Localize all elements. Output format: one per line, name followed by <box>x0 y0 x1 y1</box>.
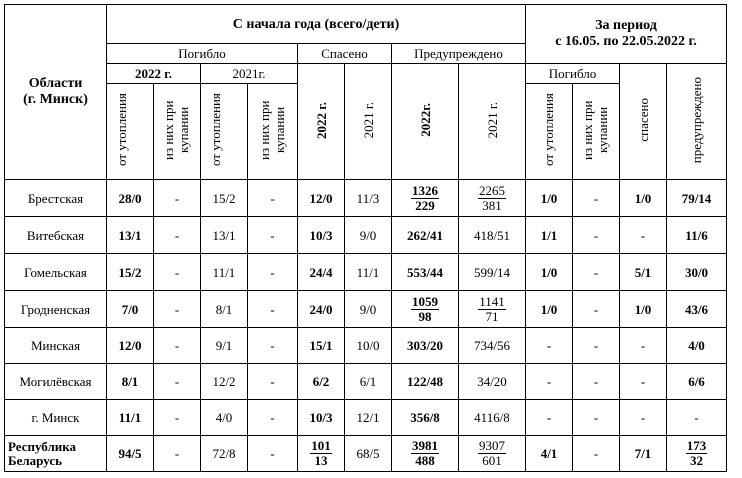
total-saved-2021: 68/5 <box>345 436 392 472</box>
period-prevented-header <box>667 64 727 180</box>
saved-2022: 10/3 <box>298 400 345 436</box>
region-name: Минская <box>5 328 107 364</box>
saved-2021: 9/0 <box>345 291 392 328</box>
died-2021-swimming: - <box>248 364 298 400</box>
period-drowning: 1/0 <box>526 291 573 328</box>
died-2021-swimming: - <box>248 291 298 328</box>
period-drowning: 1/1 <box>526 217 573 254</box>
died-header: Погибло <box>107 44 298 64</box>
died-2022-swimming: - <box>154 217 201 254</box>
total-died-2022-swimming: - <box>154 436 201 472</box>
died-2021-swimming: - <box>248 217 298 254</box>
died-2022-drowning: 15/2 <box>107 254 154 291</box>
prevented-2021-total: 2265 <box>479 182 505 198</box>
died-2021-swimming: - <box>248 328 298 364</box>
prevented-2021: 4116/8 <box>459 400 526 436</box>
died-2022-drowning-label: от утопления <box>114 93 129 167</box>
period-prevented: 6/6 <box>667 364 727 400</box>
saved-2022: 10/3 <box>298 217 345 254</box>
died-2021-drowning: 9/1 <box>201 328 248 364</box>
prevented-2022: 553/44 <box>392 254 459 291</box>
drowning-statistics-table <box>4 4 727 472</box>
table-row <box>5 400 727 436</box>
saved-2022-label: 2022 г. <box>313 101 329 139</box>
period-saved: 5/1 <box>620 254 667 291</box>
region-name: Витебская <box>5 217 107 254</box>
regions-header-line1: Области <box>28 76 83 91</box>
period-saved: - <box>620 217 667 254</box>
table-row <box>5 254 727 291</box>
prevented-2021-children: 381 <box>482 197 502 213</box>
table-row <box>5 291 727 328</box>
ytd-header: С начала года (всего/дети) <box>107 5 526 44</box>
total-saved-2022-total: 101 <box>311 438 331 453</box>
period-header <box>526 5 727 64</box>
died-2021-swimming: - <box>248 254 298 291</box>
prevented-2021: 734/56 <box>459 328 526 364</box>
period-saved: - <box>620 364 667 400</box>
period-drowning-header <box>526 84 573 180</box>
total-prevented-2021-total: 9307 <box>479 438 505 453</box>
prevented-2022: 356/8 <box>392 400 459 436</box>
period-prevented: 30/0 <box>667 254 727 291</box>
period-header-line2: с 16.05. по 22.05.2022 г. <box>555 34 697 49</box>
region-name: Брестская <box>5 180 107 217</box>
period-swimming: - <box>573 364 620 400</box>
total-died-2021-drowning: 72/8 <box>201 436 248 472</box>
total-saved-2022 <box>298 436 345 472</box>
total-prevented-2022-children: 488 <box>415 453 435 468</box>
period-saved: 1/0 <box>620 291 667 328</box>
total-period-prevented <box>667 436 727 472</box>
total-prevented-2022-total: 3981 <box>412 438 438 453</box>
total-region-line2: Беларусь <box>8 452 62 468</box>
prevented-2022: 122/48 <box>392 364 459 400</box>
total-prevented-2021 <box>459 436 526 472</box>
region-name: г. Минск <box>5 400 107 436</box>
prevented-2022-total: 1326 <box>412 182 438 198</box>
died-2021-header: 2021г. <box>201 64 298 84</box>
table-row <box>5 217 727 254</box>
saved-2021: 9/0 <box>345 217 392 254</box>
period-swimming-label: из них при купании <box>580 100 610 160</box>
period-prevented: 11/6 <box>667 217 727 254</box>
prevented-2022 <box>392 291 459 328</box>
died-2022-swimming-header <box>154 84 201 180</box>
prevented-2021-header <box>459 64 526 180</box>
total-row <box>5 436 727 472</box>
prevented-2021: 599/14 <box>459 254 526 291</box>
period-swimming: - <box>573 328 620 364</box>
saved-2022: 24/4 <box>298 254 345 291</box>
died-2022-swimming: - <box>154 254 201 291</box>
saved-header: Спасено <box>298 44 392 64</box>
period-drowning: - <box>526 364 573 400</box>
saved-2022: 15/1 <box>298 328 345 364</box>
died-2021-swimming: - <box>248 180 298 217</box>
prevented-2022-children: 98 <box>418 308 432 324</box>
total-prevented-2021-children: 601 <box>482 453 502 468</box>
table-row <box>5 180 727 217</box>
died-2021-swimming-header <box>248 84 298 180</box>
period-saved: 1/0 <box>620 180 667 217</box>
period-drowning: 1/0 <box>526 180 573 217</box>
died-2021-drowning-header <box>201 84 248 180</box>
died-2022-swimming: - <box>154 328 201 364</box>
period-prevented: - <box>667 400 727 436</box>
died-2022-drowning: 28/0 <box>107 180 154 217</box>
died-2022-swimming-label: из них при купании <box>161 100 191 160</box>
period-swimming: - <box>573 254 620 291</box>
period-prevented: 43/6 <box>667 291 727 328</box>
total-period-prevented-children: 32 <box>690 453 703 468</box>
region-name: Гродненская <box>5 291 107 328</box>
saved-2021-label: 2021 г. <box>360 101 376 139</box>
period-swimming: - <box>573 400 620 436</box>
period-saved-header <box>620 64 667 180</box>
prevented-2022-total: 1059 <box>412 293 438 309</box>
saved-2021: 6/1 <box>345 364 392 400</box>
regions-header-line2: (г. Минск) <box>23 92 88 107</box>
total-region-name <box>5 436 107 472</box>
prevented-2021 <box>459 180 526 217</box>
period-saved-label: спасено <box>635 98 651 142</box>
prevented-header: Предупреждено <box>392 44 526 64</box>
died-2022-drowning: 7/0 <box>107 291 154 328</box>
died-2022-drowning: 12/0 <box>107 328 154 364</box>
period-swimming: - <box>573 291 620 328</box>
prevented-2021: 34/20 <box>459 364 526 400</box>
died-2021-swimming-label: из них при купании <box>256 100 287 160</box>
total-period-prevented-total: 173 <box>686 438 707 453</box>
prevented-2022-label: 2022г. <box>417 103 433 137</box>
period-drowning: 1/0 <box>526 254 573 291</box>
period-drowning: - <box>526 400 573 436</box>
died-2022-drowning: 13/1 <box>107 217 154 254</box>
period-saved: - <box>620 328 667 364</box>
period-drowning-label: от утопления <box>541 93 556 167</box>
died-2022-swimming: - <box>154 291 201 328</box>
saved-2021-header <box>345 64 392 180</box>
died-2021-drowning: 8/1 <box>201 291 248 328</box>
total-died-2021-swimming: - <box>248 436 298 472</box>
period-swimming: - <box>573 217 620 254</box>
prevented-2021-label: 2021 г. <box>484 101 500 139</box>
total-period-swimming: - <box>573 436 620 472</box>
period-swimming-header <box>573 84 620 180</box>
table-row <box>5 328 727 364</box>
died-2022-header: 2022 г. <box>107 64 201 84</box>
died-2022-drowning: 8/1 <box>107 364 154 400</box>
died-2021-drowning-label: от утопления <box>208 93 223 167</box>
period-header-line1: За период <box>595 18 657 33</box>
prevented-2021-total: 1141 <box>479 293 505 309</box>
died-2022-drowning: 11/1 <box>107 400 154 436</box>
died-2022-drowning-header <box>107 84 154 180</box>
prevented-2022-header <box>392 64 459 180</box>
saved-2022: 6/2 <box>298 364 345 400</box>
died-2022-swimming: - <box>154 180 201 217</box>
died-2021-drowning: 12/2 <box>201 364 248 400</box>
died-2022-swimming: - <box>154 364 201 400</box>
died-2021-drowning: 11/1 <box>201 254 248 291</box>
saved-2021: 11/3 <box>345 180 392 217</box>
prevented-2022: 303/20 <box>392 328 459 364</box>
period-saved: - <box>620 400 667 436</box>
region-name: Гомельская <box>5 254 107 291</box>
prevented-2022-children: 229 <box>415 197 435 213</box>
prevented-2021-children: 71 <box>485 308 499 324</box>
died-2021-drowning: 15/2 <box>201 180 248 217</box>
saved-2021: 10/0 <box>345 328 392 364</box>
period-swimming: - <box>573 180 620 217</box>
period-drowning: - <box>526 328 573 364</box>
died-2022-swimming: - <box>154 400 201 436</box>
period-prevented: 79/14 <box>667 180 727 217</box>
total-region-line1: Республика <box>8 438 77 454</box>
period-died-header: Погибло <box>526 64 620 84</box>
saved-2022: 24/0 <box>298 291 345 328</box>
period-prevented: 4/0 <box>667 328 727 364</box>
prevented-2022 <box>392 180 459 217</box>
saved-2022: 12/0 <box>298 180 345 217</box>
prevented-2022: 262/41 <box>392 217 459 254</box>
saved-2022-header <box>298 64 345 180</box>
region-name: Могилёвская <box>5 364 107 400</box>
died-2021-swimming: - <box>248 400 298 436</box>
regions-header <box>5 5 107 180</box>
prevented-2021: 418/51 <box>459 217 526 254</box>
saved-2021: 12/1 <box>345 400 392 436</box>
died-2021-drowning: 13/1 <box>201 217 248 254</box>
saved-2021: 11/1 <box>345 254 392 291</box>
table-row <box>5 364 727 400</box>
died-2021-drowning: 4/0 <box>201 400 248 436</box>
total-saved-2022-children: 13 <box>314 453 328 468</box>
total-period-saved: 7/1 <box>620 436 667 472</box>
total-period-drowning: 4/1 <box>526 436 573 472</box>
total-prevented-2022 <box>392 436 459 472</box>
prevented-2021 <box>459 291 526 328</box>
total-died-2022-drowning: 94/5 <box>107 436 154 472</box>
period-prevented-label: предупреждено <box>689 76 704 164</box>
